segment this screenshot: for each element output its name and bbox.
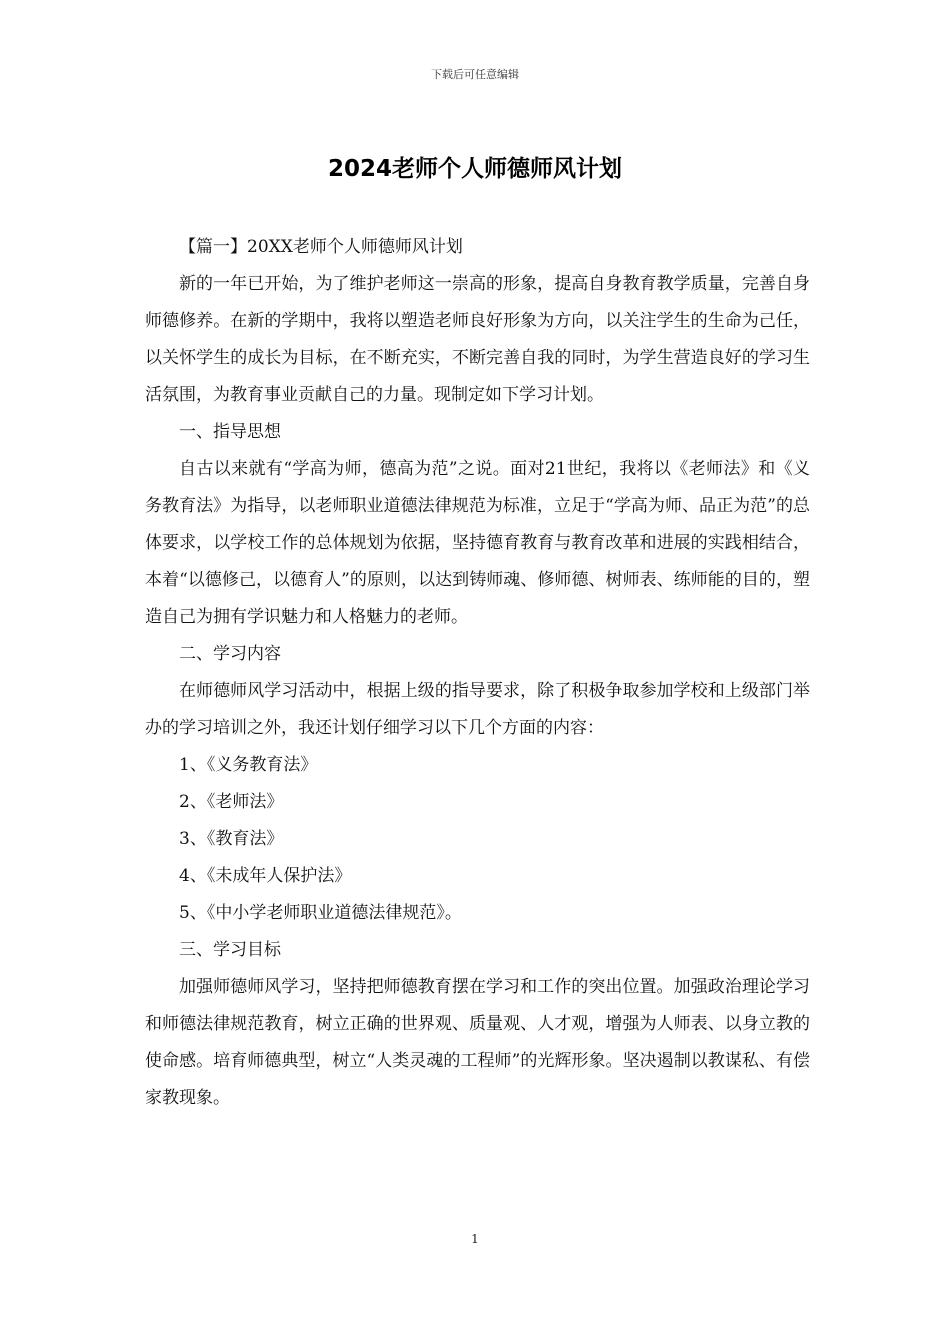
section-heading-part-one: 【篇一】20XX老师个人师德师风计划 (179, 237, 463, 257)
header-note: 下载后可任意编辑 (431, 68, 519, 81)
study-content-paragraph: 在师德师风学习活动中，根据上级的指导要求，除了积极争取参加学校和上级部门举办的学习培训之外，我还计划仔细学习以下几个方面的内容： (145, 681, 810, 738)
list-item: 2、《老师法》 (179, 792, 284, 812)
section-heading-guiding-ideology: 一、指导思想 (179, 422, 281, 442)
document-title: 2024老师个人师德师风计划 (327, 156, 622, 182)
document-body (145, 229, 810, 1117)
list-item: 3、《教育法》 (179, 829, 284, 849)
section-heading-study-content: 二、学习内容 (179, 644, 281, 664)
list-item: 4、《未成年人保护法》 (179, 866, 352, 886)
section-heading-study-goals: 三、学习目标 (179, 940, 281, 960)
study-goals-paragraph: 加强师德师风学习，坚持把师德教育摆在学习和工作的突出位置。加强政治理论学习和师德法律规范教育，树立正确的世界观、质量观、人才观，增强为人师表、以身立教的使命感。培育师德典型，树立“人类灵魂的工程师”的光辉形象。坚决遏制以教谋私、有偿家教现象。 (145, 977, 810, 1108)
page-number: 1 (471, 1232, 479, 1246)
list-item: 1、《义务教育法》 (179, 755, 318, 775)
guiding-ideology-paragraph: 自古以来就有“学高为师，德高为范”之说。面对21世纪，我将以《老师法》和《义务教育法》为指导，以老师职业道德法律规范为标准，立足于“学高为师、品正为范”的总体要求，以学校工作的总体规划为依据，坚持德育教育与教育改革和进展的实践相结合，本着“以德修己，以德育人”的原则，以达到铸师魂、修师德、树师表、练师能的目的，塑造自己为拥有学识魅力和人格魅力的老师。 (145, 459, 810, 627)
list-item: 5、《中小学老师职业道德法律规范》。 (179, 903, 462, 923)
intro-paragraph: 新的一年已开始，为了维护老师这一崇高的形象，提高自身教育教学质量，完善自身师德修养。在新的学期中，我将以塑造老师良好形象为方向，以关注学生的生命为己任，以关怀学生的成长为目标，在不断充实，不断完善自我的同时，为学生营造良好的学习生活氛围，为教育事业贡献自己的力量。现制定如下学习计划。 (145, 274, 810, 405)
